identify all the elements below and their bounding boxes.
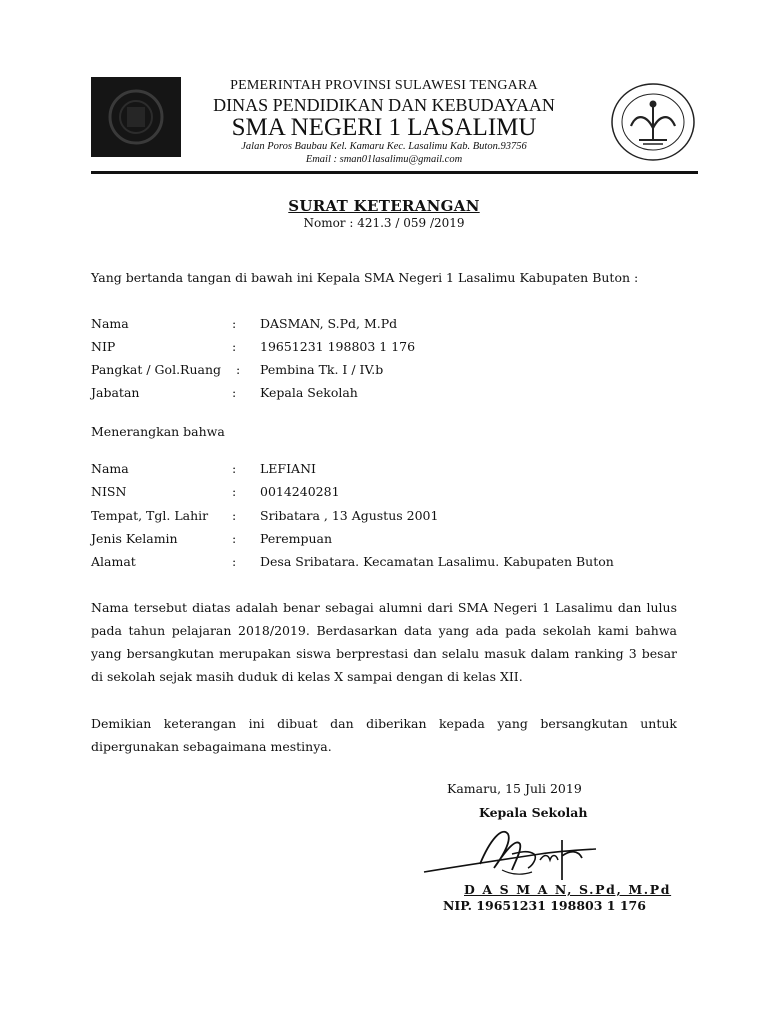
intro-text: Yang bertanda tangan di bawah ini Kepala SMA Negeri 1 Lasalimu Kabupaten Buton : (91, 270, 639, 285)
signer-name-value: DASMAN, S.Pd, M.Pd (260, 316, 398, 331)
signer-position-title: Kepala Sekolah (479, 805, 588, 820)
place-and-date: Kamaru, 15 Juli 2019 (447, 781, 582, 796)
document-title: SURAT KETERANGAN (288, 197, 480, 215)
field-colon: : (236, 362, 241, 377)
government-emblem-logo (91, 77, 181, 157)
letterhead-government: PEMERINTAH PROVINSI SULAWESI TENGARA (230, 78, 538, 93)
tut-wuri-handayani-logo (609, 82, 697, 162)
student-address-value: Desa Sribatara. Kecamatan Lasalimu. Kabupaten Buton (260, 554, 614, 569)
signer-nip-value: 19651231 198803 1 176 (260, 339, 416, 354)
student-nisn-label: NISN (91, 484, 127, 499)
body-paragraph-statement: Nama tersebut diatas adalah benar sebagai alumni dari SMA Negeri 1 Lasalimu dan lulus pada tahun pelajaran 2018/2019. Berdasarkan data yang ada pada sekolah kami bahwa yang bersangkutan merupakan siswa berprestasi dan selalu masuk dalam ranking 3 besar di sekolah sejak masih duduk di kelas X sampai dengan di kelas XII. (91, 600, 677, 684)
field-colon: : (232, 385, 237, 400)
letterhead-address: Jalan Poros Baubau Kel. Kamaru Kec. Lasalimu Kab. Buton.93756 (241, 141, 527, 152)
signer-position-label: Jabatan (91, 385, 140, 400)
signer-nip: NIP. 19651231 198803 1 176 (443, 898, 646, 913)
letterhead-email: Email : sman01lasalimu@gmail.com (305, 154, 463, 165)
student-address-label: Alamat (91, 554, 136, 569)
field-colon: : (232, 554, 237, 569)
signer-position-value: Kepala Sekolah (260, 385, 358, 400)
signer-name-label: Nama (91, 316, 129, 331)
letterhead-divider (91, 171, 698, 174)
student-name-label: Nama (91, 461, 129, 476)
field-colon: : (232, 484, 237, 499)
student-name-value: LEFIANI (260, 461, 316, 476)
student-nisn-value: 0014240281 (260, 484, 340, 499)
document-number: Nomor : 421.3 / 059 /2019 (303, 216, 465, 230)
body-paragraph-closing: Demikian keterangan ini dibuat dan diberikan kepada yang bersangkutan untuk dipergunakan sebagaimana mestinya. (91, 716, 677, 754)
handwritten-signature (420, 820, 610, 890)
signer-full-name: D A S M A N, S.Pd, M.Pd (464, 882, 672, 897)
statement-heading: Menerangkan bahwa (91, 424, 225, 439)
student-gender-label: Jenis Kelamin (91, 531, 178, 546)
field-colon: : (232, 461, 237, 476)
student-birth-value: Sribatara , 13 Agustus 2001 (260, 508, 439, 523)
letterhead-department: DINAS PENDIDIKAN DAN KEBUDAYAAN (213, 95, 555, 115)
signer-rank-label: Pangkat / Gol.Ruang (91, 362, 222, 377)
signer-nip-label: NIP (91, 339, 116, 354)
field-colon: : (232, 339, 237, 354)
student-gender-value: Perempuan (260, 531, 333, 546)
signer-rank-value: Pembina Tk. I / IV.b (260, 362, 384, 377)
field-colon: : (232, 531, 237, 546)
student-birth-label: Tempat, Tgl. Lahir (91, 508, 209, 523)
field-colon: : (232, 508, 237, 523)
letterhead-school-name: SMA NEGERI 1 LASALIMU (231, 114, 537, 141)
field-colon: : (232, 316, 237, 331)
